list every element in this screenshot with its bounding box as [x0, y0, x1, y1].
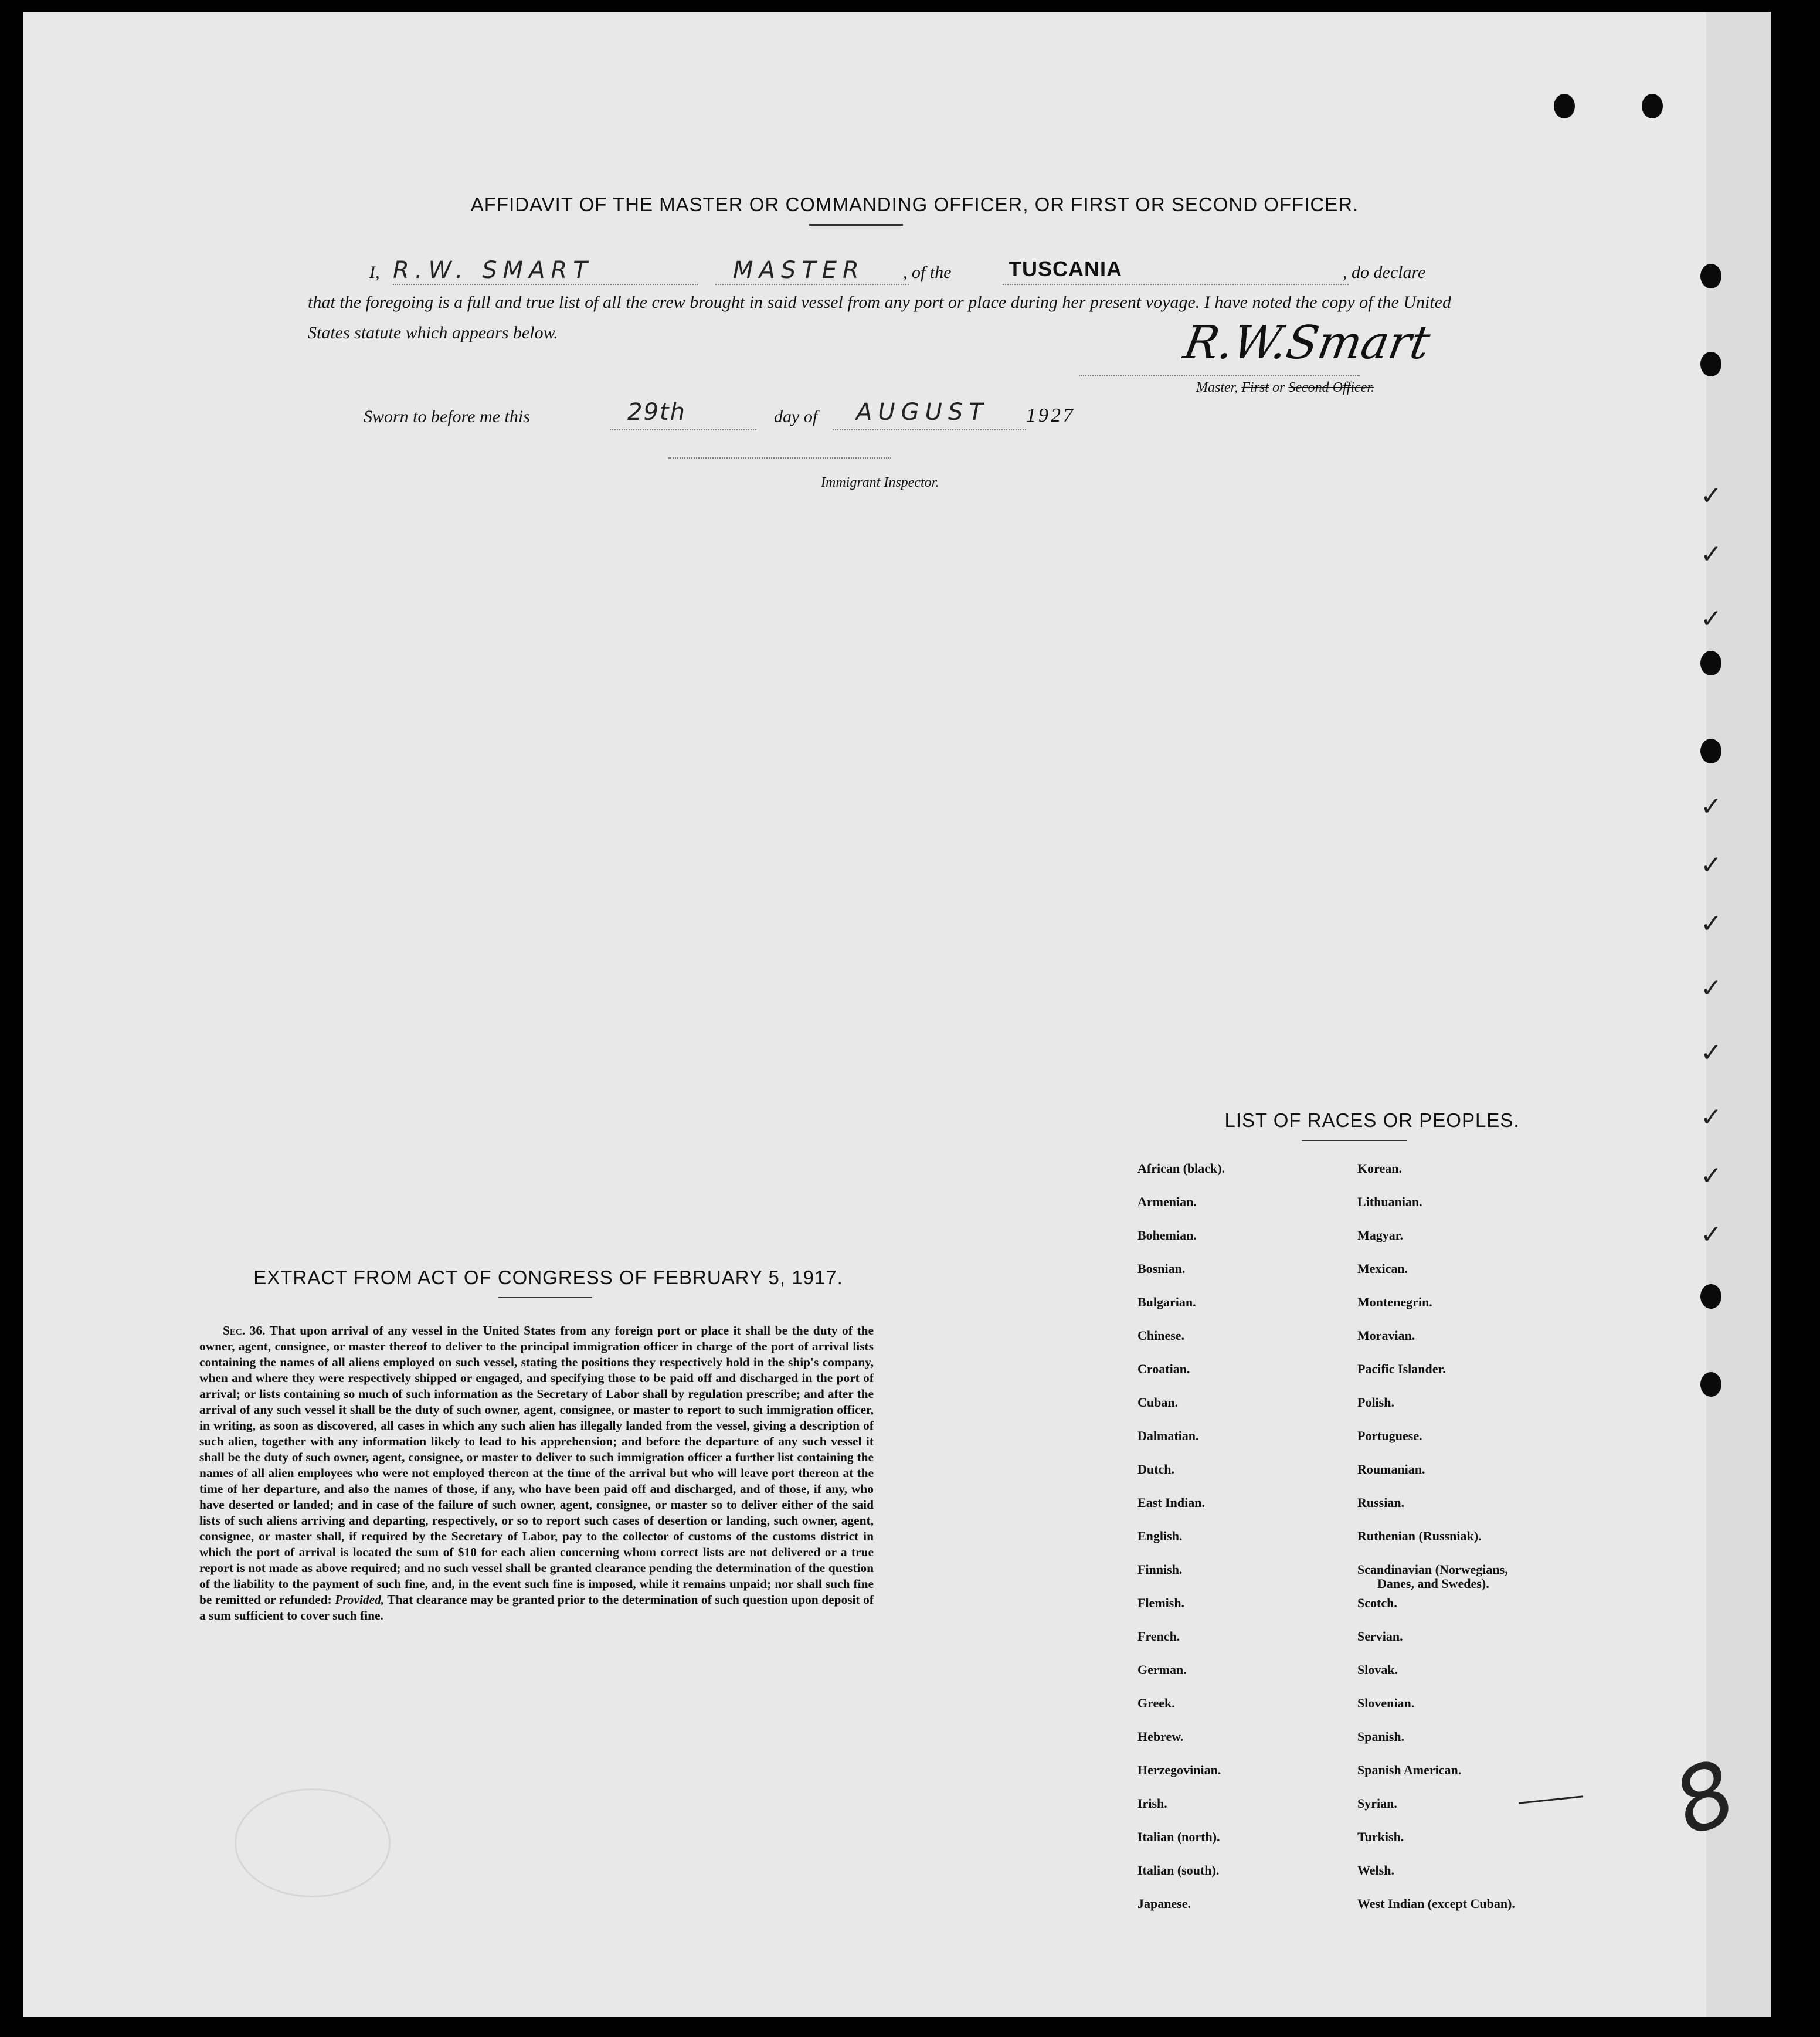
signature-line	[1079, 375, 1360, 376]
races-left-column	[1138, 1161, 1360, 1923]
race-item: East Indian.	[1138, 1495, 1205, 1510]
affidavit-declaration-line	[369, 257, 1454, 290]
tick-mark: ✓	[1700, 1220, 1722, 1250]
punch-hole	[1700, 1372, 1721, 1397]
race-item: Bulgarian.	[1138, 1295, 1196, 1309]
race-item: Flemish.	[1138, 1595, 1185, 1610]
punch-hole	[1700, 264, 1721, 288]
race-item: Greek.	[1138, 1696, 1175, 1710]
race-item: Syrian.	[1357, 1796, 1397, 1811]
tick-mark: ✓	[1700, 1038, 1722, 1068]
race-item: Roumanian.	[1357, 1462, 1425, 1476]
month-field-line	[833, 429, 1026, 430]
race-item: Spanish American.	[1357, 1763, 1462, 1777]
tick-mark: ✓	[1700, 792, 1722, 821]
punch-hole	[1700, 651, 1721, 675]
day-of-label: day of	[774, 407, 818, 426]
rank-value: MASTER	[733, 257, 865, 284]
tick-mark: ✓	[1700, 973, 1722, 1003]
declare-label: , do declare	[1343, 263, 1426, 282]
title-or: or	[1272, 380, 1285, 395]
race-item: Montenegrin.	[1357, 1295, 1432, 1309]
tick-mark: ✓	[1700, 850, 1722, 880]
race-item: German.	[1138, 1662, 1187, 1677]
race-item: Pacific Islander.	[1357, 1362, 1446, 1376]
title-master: Master,	[1196, 380, 1238, 395]
sworn-day: 29th	[627, 399, 686, 426]
extract-heading-rule	[498, 1297, 592, 1298]
races-right-column	[1357, 1161, 1604, 1923]
provided-label: Provided,	[335, 1593, 385, 1607]
punch-hole	[1700, 1284, 1721, 1309]
race-item: English.	[1138, 1529, 1183, 1543]
race-item: Scotch.	[1357, 1595, 1397, 1610]
extract-text	[199, 1323, 874, 1624]
race-item: Hebrew.	[1138, 1729, 1184, 1744]
vessel-name: TUSCANIA	[1009, 257, 1122, 281]
race-item: Turkish.	[1357, 1829, 1404, 1844]
tick-mark: ✓	[1700, 604, 1722, 634]
race-item: Italian (south).	[1138, 1863, 1220, 1878]
section-label: Sec. 36.	[223, 1323, 266, 1337]
affidavit-heading: AFFIDAVIT OF THE MASTER OR COMMANDING OFFICER, OR FIRST OR SECOND OFFICER.	[470, 193, 1359, 215]
sworn-year: 1927	[1026, 405, 1075, 426]
race-item: Spanish.	[1357, 1729, 1405, 1744]
tick-mark: ✓	[1700, 481, 1722, 511]
document-page	[23, 12, 1771, 2017]
race-item: Servian.	[1357, 1629, 1403, 1644]
race-item: Bohemian.	[1138, 1228, 1197, 1242]
faded-stamp	[235, 1788, 391, 1897]
race-item: Chinese.	[1138, 1328, 1185, 1343]
i-label: I,	[369, 263, 380, 282]
race-item: Slovenian.	[1357, 1696, 1415, 1710]
punch-hole	[1554, 94, 1575, 118]
race-item: African (black).	[1138, 1161, 1225, 1176]
tick-mark: ✓	[1700, 1161, 1722, 1191]
race-item: Italian (north).	[1138, 1829, 1220, 1844]
race-item: Dutch.	[1138, 1462, 1174, 1476]
master-name: R.W. SMART	[393, 257, 593, 284]
race-item: Lithuanian.	[1357, 1194, 1422, 1209]
race-item: Japanese.	[1138, 1896, 1191, 1911]
race-item: Ruthenian (Russniak).	[1357, 1529, 1482, 1543]
inspector-line	[668, 457, 891, 459]
race-item: Finnish.	[1138, 1562, 1183, 1577]
race-item: Mexican.	[1357, 1261, 1408, 1276]
provided-text: That clearance may be granted prior to the determination of such question upon deposit of a sum sufficient to cover such fine.	[199, 1593, 874, 1622]
signature-block	[1055, 317, 1454, 405]
race-item: Armenian.	[1138, 1194, 1197, 1209]
day-field-line	[610, 429, 756, 430]
sworn-line	[364, 399, 1126, 434]
of-the-label: , of the	[903, 263, 952, 282]
race-item: West Indian (except Cuban).	[1357, 1896, 1515, 1911]
race-item: Portuguese.	[1357, 1428, 1422, 1443]
heading-rule	[809, 224, 903, 226]
race-item: Korean.	[1357, 1161, 1402, 1176]
race-item: Moravian.	[1357, 1328, 1415, 1343]
tick-mark: ✓	[1700, 909, 1722, 939]
signature: R.W.Smart	[1180, 317, 1434, 369]
rank-field-line	[715, 284, 909, 285]
name-field-line	[393, 284, 698, 285]
race-item: Dalmatian.	[1138, 1428, 1199, 1443]
extract-heading: EXTRACT FROM ACT OF CONGRESS OF FEBRUARY 5, 1917.	[253, 1267, 843, 1288]
race-item: Slovak.	[1357, 1662, 1398, 1677]
title-second: Second Officer.	[1288, 380, 1374, 395]
race-item: Danes, and Swedes).	[1377, 1576, 1489, 1591]
page-edge-strip	[1706, 12, 1771, 2017]
punch-hole	[1700, 352, 1721, 376]
signature-title	[1196, 380, 1374, 396]
title-first: First	[1241, 380, 1269, 395]
punch-hole	[1642, 94, 1663, 118]
race-item: Herzegovinian.	[1138, 1763, 1221, 1777]
race-item: Croatian.	[1138, 1362, 1190, 1376]
race-item: Scandinavian (Norwegians,	[1357, 1562, 1508, 1577]
tick-mark: ✓	[1700, 1102, 1722, 1132]
sworn-month: AUGUST	[856, 399, 989, 426]
races-heading-rule	[1302, 1140, 1407, 1141]
affidavit-body: that the foregoing is a full and true list of all the crew brought in said vessel from any port or place during her present voyage. I have noted the copy of the United States statute which appears below.	[308, 293, 1451, 342]
race-item: Bosnian.	[1138, 1261, 1186, 1276]
race-item: Russian.	[1357, 1495, 1405, 1510]
tick-mark: ✓	[1700, 539, 1722, 569]
section-text: That upon arrival of any vessel in the United States from any foreign port or place it shall be the duty of the owner, agent, consignee, or master thereof to deliver to the principal immigration officer in charge of the port of arrival lists containing the names of all aliens employed on such vessel, stating the positions they respectively hold in the ship's company, when and where they were respectively shipped or engaged, and specifying those to be paid off and discharged in the port of arrival; or lists containing so much of such information as the Secretary of Labor shall by regulation prescribe; and after the arrival of any such vessel it shall be the duty of such owner, agent, consignee, or master to report to such immigration officer, in writing, as soon as discovered, all cases in which any such alien has illegally landed from the vessel, giving a description of such alien, together with any information likely to lead to his apprehension; and before the departure of any such vessel it shall be the duty of such owner, agent, consignee, or master to deliver to such immigration officer a further list containing the names of all alien employees who were not employed thereon at the time of the arrival but who will leave port thereon at the time of her departure, and also the names of those, if any, who have been paid off and discharged, and of those, if any, who have deserted or landed; and in case of the failure of such owner, agent, consignee, or master so to deliver either of the said lists of such aliens arriving and departing, respectively, or so to report such cases of desertion or landing, such owner, agent, consignee, or master shall, if required by the Secretary of Labor, pay to the collector of customs of the customs district in which the port of arrival is located the sum of $10 for each alien concerning whom correct lists are not delivered or a true report is not made as above required; and no such vessel shall be granted clearance pending the determination of the question of the liability to the payment of such fine, and, in the event such fine is imposed, while it remains unpaid; nor shall such fine be remitted or refunded:	[199, 1323, 874, 1607]
race-item: Polish.	[1357, 1395, 1394, 1410]
inspector-label: Immigrant Inspector.	[821, 475, 939, 490]
punch-hole	[1700, 739, 1721, 763]
vessel-field-line	[1003, 284, 1349, 285]
race-item: French.	[1138, 1629, 1180, 1644]
races-heading: LIST OF RACES OR PEOPLES.	[1224, 1109, 1520, 1131]
race-item: Welsh.	[1357, 1863, 1394, 1878]
margin-mark: 8	[1661, 1740, 1749, 1856]
race-item: Irish.	[1138, 1796, 1167, 1811]
sworn-label: Sworn to before me this	[364, 407, 530, 426]
race-item: Cuban.	[1138, 1395, 1179, 1410]
race-item: Magyar.	[1357, 1228, 1404, 1242]
